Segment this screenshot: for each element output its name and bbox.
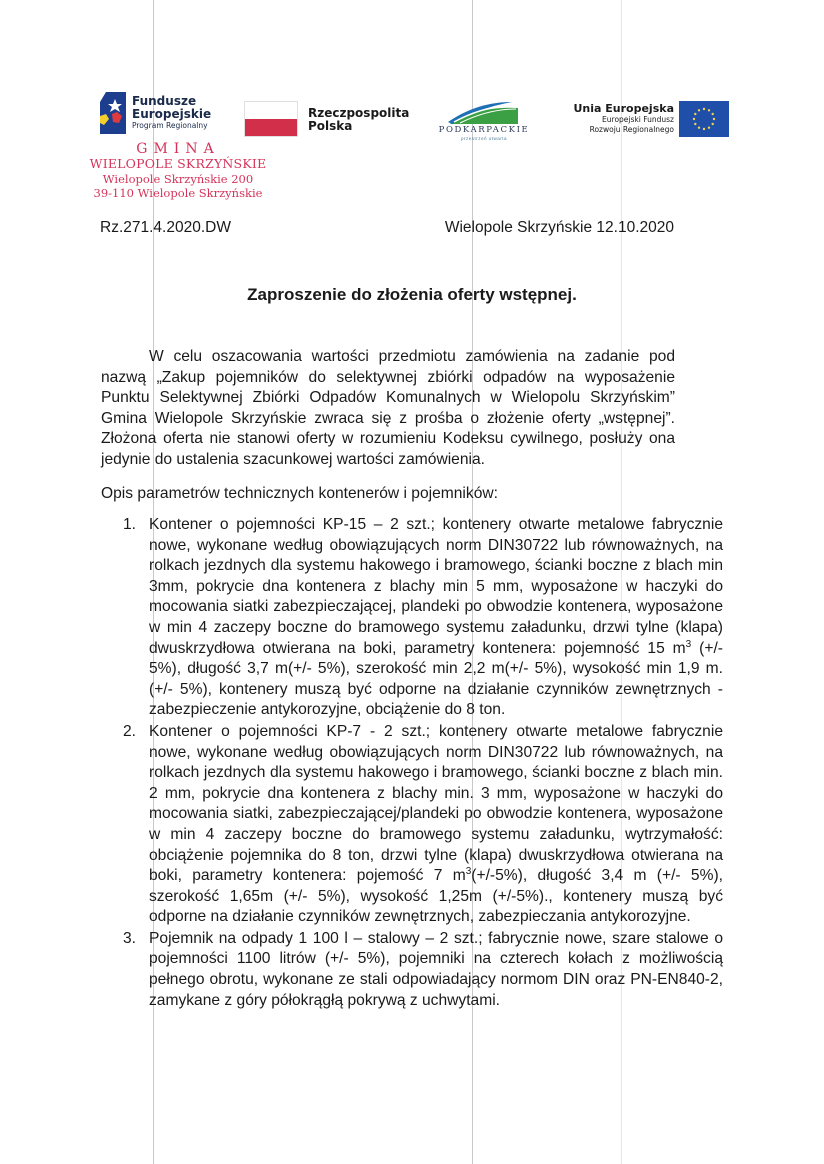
place-and-date: Wielopole Skrzyńskie 12.10.2020 bbox=[444, 219, 674, 236]
stamp-line4: 39-110 Wielopole Skrzyńskie bbox=[93, 185, 263, 200]
superscript: 3 bbox=[685, 638, 692, 650]
eu-flag-icon bbox=[679, 101, 729, 137]
rp-line2: Polska bbox=[308, 119, 353, 134]
podkarpackie-hills-icon bbox=[448, 100, 520, 126]
podkarpackie-logo bbox=[434, 100, 534, 146]
gmina-stamp bbox=[86, 141, 270, 200]
list-item bbox=[123, 515, 723, 721]
list-heading: Opis parametrów technicznych kontenerów i pojemników: bbox=[101, 485, 498, 502]
unia-europejska-logo bbox=[560, 100, 734, 142]
item-number: 1. bbox=[123, 516, 137, 533]
rp-line1: Rzeczpospolita bbox=[308, 106, 410, 120]
intro-paragraph: W celu oszacowania wartości przedmiotu zamówienia na zadanie pod nazwą „Zakup pojemników do selektywnej zbiórki odpadów na wyposażenie Punktu Selektywnej Zbiórki Odpadów Komunalnych w Wielopolu Skrzyńskim” Gmina Wielopole Skrzyńskie zwraca się z prośba o złożenie oferty „wstępnej”. Złożona oferta nie stanowi oferty w rozumieniu Kodeksu cywilnego, posłuży ona jedynie do ustalenia szacunkowej wartości zamówienia. bbox=[101, 348, 675, 468]
technical-parameters-list bbox=[101, 515, 723, 1012]
fundusze-line2: Europejskie bbox=[132, 106, 212, 121]
item-text-cont: (+/- 5%), długość 3,7 m(+/- 5%), szerokość min 2,2 m(+/- 5%), wysokość min 1,9 m. (+/- 5%), kontenery muszą być odporne na działanie czynników zewnętrznych - zabezpieczenie antykorozyjne, obciążenie do 8 ton. bbox=[149, 639, 723, 719]
reference-number: Rz.271.4.2020.DW bbox=[100, 219, 231, 236]
polish-flag-icon bbox=[244, 101, 298, 137]
fundusze-europejskie-logo bbox=[100, 92, 230, 136]
stamp-line2: WIELOPOLE SKRZYŃSKIE bbox=[89, 156, 267, 172]
fundusze-europejskie-icon bbox=[100, 92, 126, 134]
item-text-cont: (+/-5%), długość 3,4 m (+/- 5%), szerokość 1,65m (+/- 5%), wysokość 1,25m (+/-5%)., kontenery muszą być odporne na działanie czynników zewnętrznych, zabezpieczania antykorozyjne. bbox=[149, 867, 723, 926]
list-item bbox=[123, 929, 723, 1011]
ue-line1: Unia Europejska bbox=[573, 102, 674, 115]
podkarpackie-tagline: przestrzeń otwarta bbox=[460, 136, 507, 141]
superscript: 3 bbox=[465, 865, 472, 877]
stamp-line1: GMINA bbox=[136, 141, 220, 157]
list-item bbox=[123, 722, 723, 928]
ue-line2: Europejski Fundusz bbox=[602, 115, 674, 124]
document-title: Zaproszenie do złożenia oferty wstępnej. bbox=[247, 285, 577, 304]
stamp-line3: Wielopole Skrzyńskie 200 bbox=[102, 172, 254, 187]
podkarpackie-name: PODKARPACKIE bbox=[438, 125, 530, 135]
fundusze-line1: Fundusze bbox=[132, 94, 197, 108]
item-text: Kontener o pojemności KP-7 - 2 szt.; kontenery otwarte metalowe fabrycznie nowe, wykonane według obowiązujących norm DIN30722 lub równoważnych, na rolkach jezdnych dla systemu hakowego i bramowego, ścianki boczne z blach min. 2 mm, pokrycie dna kontenera z blachy min. 3 mm, wyposażone w haczyki do mocowania siatki, zabezpieczającej/plandeki po obwodzie kontenera, wyposażone w min 4 zaczepy boczne do bramowego systemu załadunku, wytrzymałość: obciążenie pojemnika do 8 ton, drzwi tylne (klapa) dwuskrzydłowa otwierana na boki, parametry kontenera: pojemość 7 m bbox=[149, 722, 723, 885]
item-number: 2. bbox=[123, 722, 137, 740]
item-number: 3. bbox=[123, 929, 137, 947]
item-text: Pojemnik na odpady 1 100 l – stalowy – 2 szt.; fabrycznie nowe, szare stalowe o pojemności 1100 litrów (+/- 5%), pojemniki na czterech kołach z możliwością pełnego obrotu, wykonane ze stali odpowiadający normom DIN oraz PN-EN840-2, zamykane z góry półokrągłą pokrywą z uchwytami. bbox=[149, 929, 723, 1009]
item-text: Kontener o pojemności KP-15 – 2 szt.; kontenery otwarte metalowe fabrycznie nowe, wykonane według obowiązujących norm DIN30722 lub równoważnych, na rolkach jezdnych dla systemu hakowego i bramowego, ścianki boczne z blach min 3mm, pokrycie dna kontenera z blachy min 5 mm, wyposażone w haczyki do mocowania siatki zabezpieczającej, plandeki po obwodzie kontenera, wyposażone w min 4 zaczepy boczne do bramowego systemu załadunku, drzwi tylne (klapa) dwuskrzydłowa otwierana na boki, parametry kontenera: pojemność 15 m bbox=[149, 516, 723, 657]
ue-line3: Rozwoju Regionalnego bbox=[589, 124, 674, 134]
fundusze-line3: Program Regionalny bbox=[132, 121, 208, 131]
